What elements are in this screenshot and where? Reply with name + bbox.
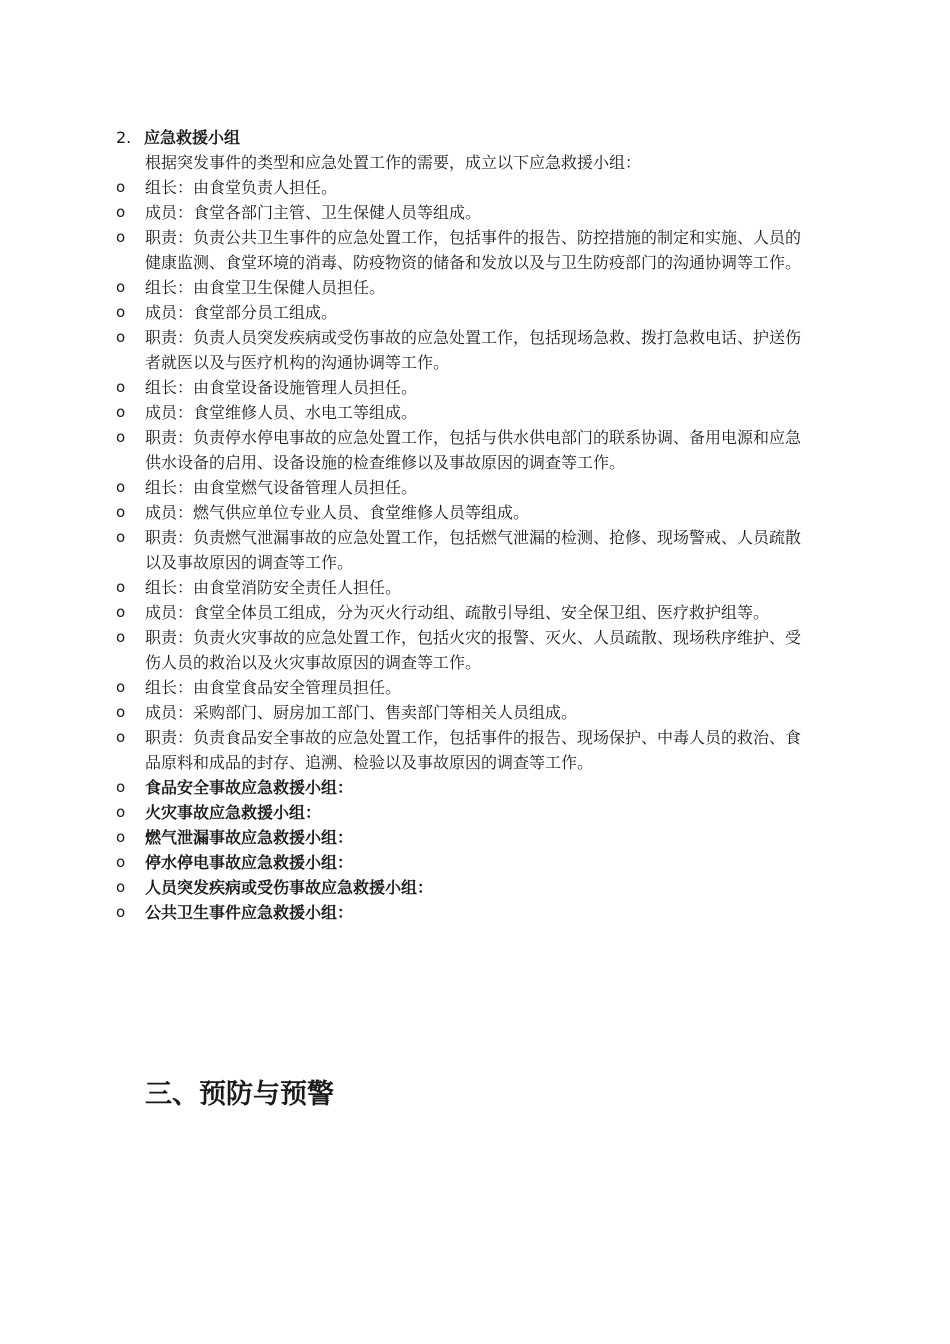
list-item-text: 停水停电事故应急救援小组：: [145, 853, 354, 872]
chapter-heading: 三、预防与预警: [145, 1079, 334, 1110]
list-item: [116, 700, 816, 725]
bullet-icon: o: [116, 178, 126, 196]
list-item-text: 职责：负责公共卫生事件的应急处置工作，包括事件的报告、防控措施的制定和实施、人员的健康监测、食堂环境的消毒、防疫物资的储备和发放以及与卫生防疫部门的沟通协调等工作。: [145, 228, 802, 272]
list-item-text: 燃气泄漏事故应急救援小组：: [145, 828, 354, 847]
list-item-text: 组长：由食堂卫生保健人员担任。: [145, 278, 386, 297]
bullet-icon: o: [116, 628, 126, 646]
list-item: [116, 900, 816, 925]
list-item-text: 组长：由食堂消防安全责任人担任。: [145, 578, 402, 597]
list-item: [116, 600, 816, 625]
bullet-icon: o: [116, 578, 126, 596]
list-item: [116, 500, 816, 525]
list-item-text: 人员突发疾病或受伤事故应急救援小组：: [145, 878, 434, 897]
list-item-text: 职责：负责燃气泄漏事故的应急处置工作，包括燃气泄漏的检测、抢修、现场警戒、人员疏散以及事故原因的调查等工作。: [145, 528, 802, 572]
bullet-icon: o: [116, 828, 126, 846]
bullet-icon: o: [116, 503, 126, 521]
list-item: [116, 300, 816, 325]
list-item: [116, 325, 816, 375]
rescue-team-list: [116, 175, 816, 925]
list-item-text: 成员：食堂部分员工组成。: [145, 303, 338, 322]
list-item: [116, 275, 816, 300]
list-item-text: 组长：由食堂燃气设备管理人员担任。: [145, 478, 418, 497]
bullet-icon: o: [116, 428, 126, 446]
list-item-text: 组长：由食堂负责人担任。: [145, 178, 338, 197]
list-item: [116, 225, 816, 275]
bullet-icon: o: [116, 278, 126, 296]
list-item: [116, 400, 816, 425]
bullet-icon: o: [116, 778, 126, 796]
list-item-text: 组长：由食堂设备设施管理人员担任。: [145, 378, 418, 397]
list-item-text: 职责：负责停水停电事故的应急处置工作，包括与供水供电部门的联系协调、备用电源和应急供水设备的启用、设备设施的检查维修以及事故原因的调查等工作。: [145, 428, 802, 472]
bullet-icon: o: [116, 528, 126, 546]
section-title: 应急救援小组: [144, 128, 241, 147]
bullet-icon: o: [116, 903, 126, 921]
list-item-text: 职责：负责火灾事故的应急处置工作，包括火灾的报警、灭火、人员疏散、现场秩序维护、受伤人员的救治以及火灾事故原因的调查等工作。: [145, 628, 802, 672]
list-item: [116, 475, 816, 500]
section-number: 2.: [116, 128, 132, 147]
list-item-text: 成员：食堂维修人员、水电工等组成。: [145, 403, 418, 422]
bullet-icon: o: [116, 228, 126, 246]
bullet-icon: o: [116, 678, 126, 696]
list-item: [116, 175, 816, 200]
section-intro: 根据突发事件的类型和应急处置工作的需要，成立以下应急救援小组：: [145, 153, 642, 172]
list-item-text: 组长：由食堂食品安全管理员担任。: [145, 678, 402, 697]
bullet-icon: o: [116, 853, 126, 871]
list-item-text: 食品安全事故应急救援小组：: [145, 778, 354, 797]
list-item-text: 成员：采购部门、厨房加工部门、售卖部门等相关人员组成。: [145, 703, 578, 722]
list-item-text: 职责：负责人员突发疾病或受伤事故的应急处置工作，包括现场急救、拨打急救电话、护送伤者就医以及与医疗机构的沟通协调等工作。: [145, 328, 802, 372]
bullet-icon: o: [116, 378, 126, 396]
list-item-text: 职责：负责食品安全事故的应急处置工作，包括事件的报告、现场保护、中毒人员的救治、食品原料和成品的封存、追溯、检验以及事故原因的调查等工作。: [145, 728, 802, 772]
bullet-icon: o: [116, 303, 126, 321]
list-item-text: 成员：食堂各部门主管、卫生保健人员等组成。: [145, 203, 482, 222]
list-item: [116, 875, 816, 900]
list-item: [116, 525, 816, 575]
bullet-icon: o: [116, 328, 126, 346]
list-item: [116, 850, 816, 875]
bullet-icon: o: [116, 403, 126, 421]
bullet-icon: o: [116, 203, 126, 221]
list-item: [116, 425, 816, 475]
bullet-icon: o: [116, 603, 126, 621]
list-item: [116, 625, 816, 675]
list-item: [116, 575, 816, 600]
bullet-icon: o: [116, 703, 126, 721]
list-item: [116, 725, 816, 775]
list-item: [116, 675, 816, 700]
list-item-text: 成员：食堂全体员工组成，分为灭火行动组、疏散引导组、安全保卫组、医疗救护组等。: [145, 603, 770, 622]
list-item: [116, 800, 816, 825]
bullet-icon: o: [116, 878, 126, 896]
list-item-text: 成员：燃气供应单位专业人员、食堂维修人员等组成。: [145, 503, 530, 522]
list-item: [116, 775, 816, 800]
bullet-icon: o: [116, 728, 126, 746]
list-item-text: 火灾事故应急救援小组：: [145, 803, 322, 822]
list-item-text: 公共卫生事件应急救援小组：: [145, 903, 354, 922]
list-item: [116, 375, 816, 400]
bullet-icon: o: [116, 803, 126, 821]
list-item: [116, 825, 816, 850]
bullet-icon: o: [116, 478, 126, 496]
section-heading: [116, 126, 240, 150]
list-item: [116, 200, 816, 225]
